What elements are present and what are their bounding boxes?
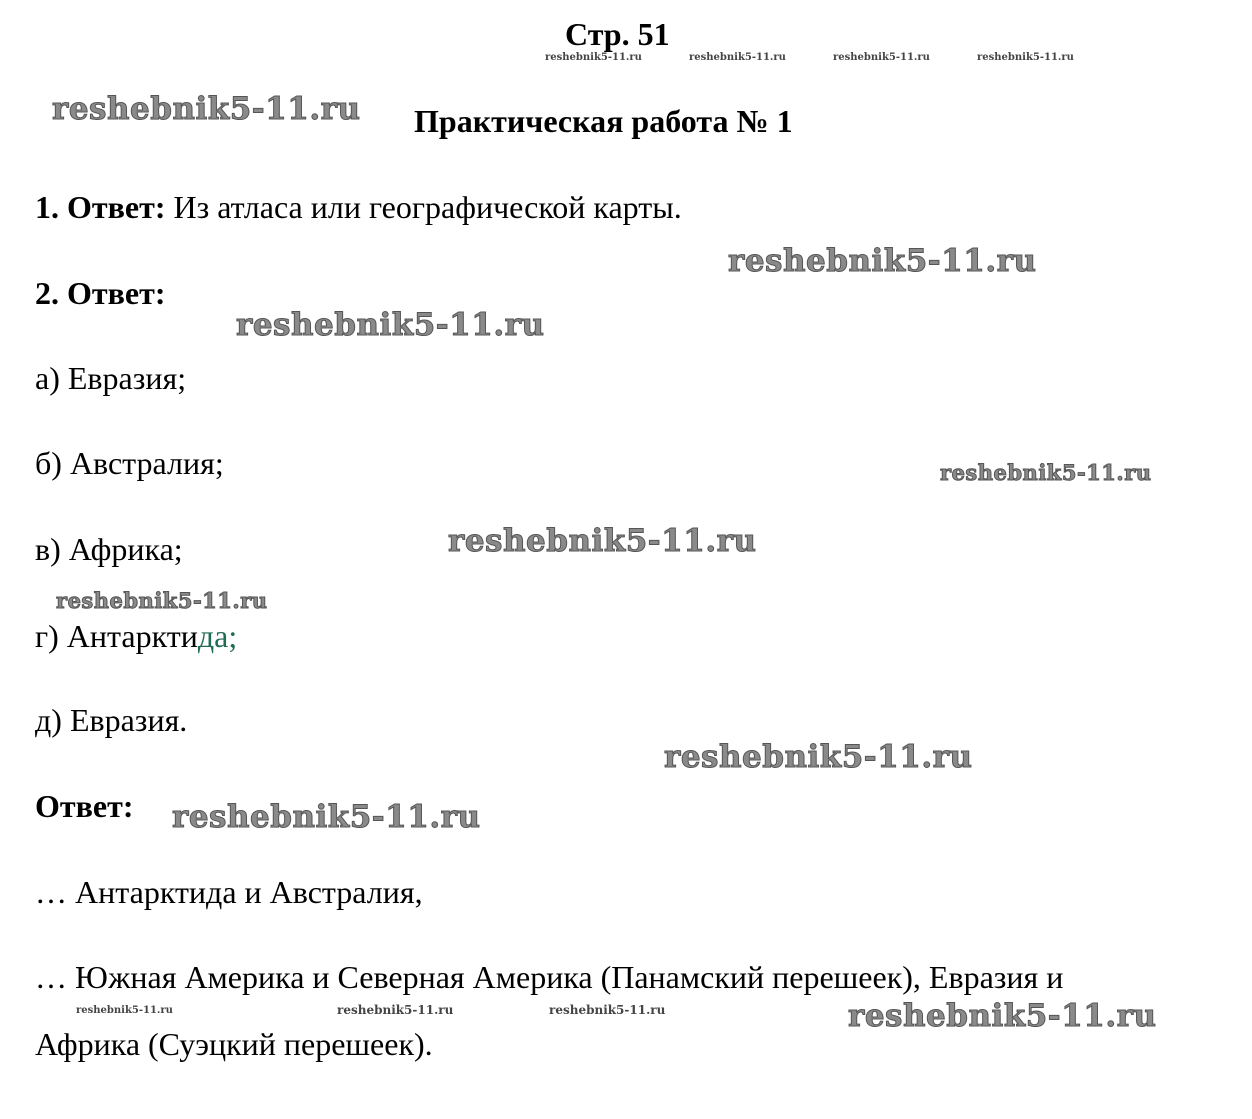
watermark: reshebnik5-11.ru: [664, 739, 973, 775]
watermark: reshebnik5-11.ru: [728, 243, 1037, 279]
page-number: Стр. 51: [565, 16, 670, 52]
list-item: б) Австралия;: [35, 445, 224, 481]
watermark: reshebnik5-11.ru: [236, 307, 545, 343]
page-title: Практическая работа № 1: [414, 103, 793, 139]
watermark: reshebnik5-11.ru: [545, 52, 642, 63]
watermark: reshebnik5-11.ru: [337, 1003, 454, 1017]
watermark: reshebnik5-11.ru: [549, 1003, 666, 1017]
watermark: reshebnik5-11.ru: [940, 460, 1152, 485]
list-item: д) Евразия.: [35, 702, 188, 738]
watermark: reshebnik5-11.ru: [689, 52, 786, 63]
list-item: а) Евразия;: [35, 360, 187, 396]
answer-2-label: 2. Ответ:: [35, 275, 166, 311]
list-item-text-tail: да;: [197, 618, 238, 654]
list-item-text: г) Антаркти: [35, 618, 198, 654]
watermark: reshebnik5-11.ru: [448, 523, 757, 559]
answer-line: Африка (Суэцкий перешеек).: [35, 1026, 433, 1062]
watermark: reshebnik5-11.ru: [833, 52, 930, 63]
watermark: reshebnik5-11.ru: [977, 52, 1074, 63]
watermark: reshebnik5-11.ru: [52, 91, 361, 127]
list-item: [35, 618, 237, 654]
watermark: reshebnik5-11.ru: [848, 998, 1157, 1034]
answer-1: [35, 189, 682, 225]
watermark: reshebnik5-11.ru: [76, 1005, 173, 1016]
watermark: reshebnik5-11.ru: [56, 588, 268, 613]
answer-line: … Антарктида и Австралия,: [35, 874, 423, 910]
watermark: reshebnik5-11.ru: [172, 799, 481, 835]
answer-line: … Южная Америка и Северная Америка (Панамский перешеек), Евразия и: [35, 959, 1064, 995]
list-item: в) Африка;: [35, 531, 183, 567]
answer-1-label: 1. Ответ:: [35, 189, 166, 225]
answer-3-label: Ответ:: [35, 788, 134, 824]
answer-1-text: Из атласа или географической карты.: [165, 189, 682, 225]
